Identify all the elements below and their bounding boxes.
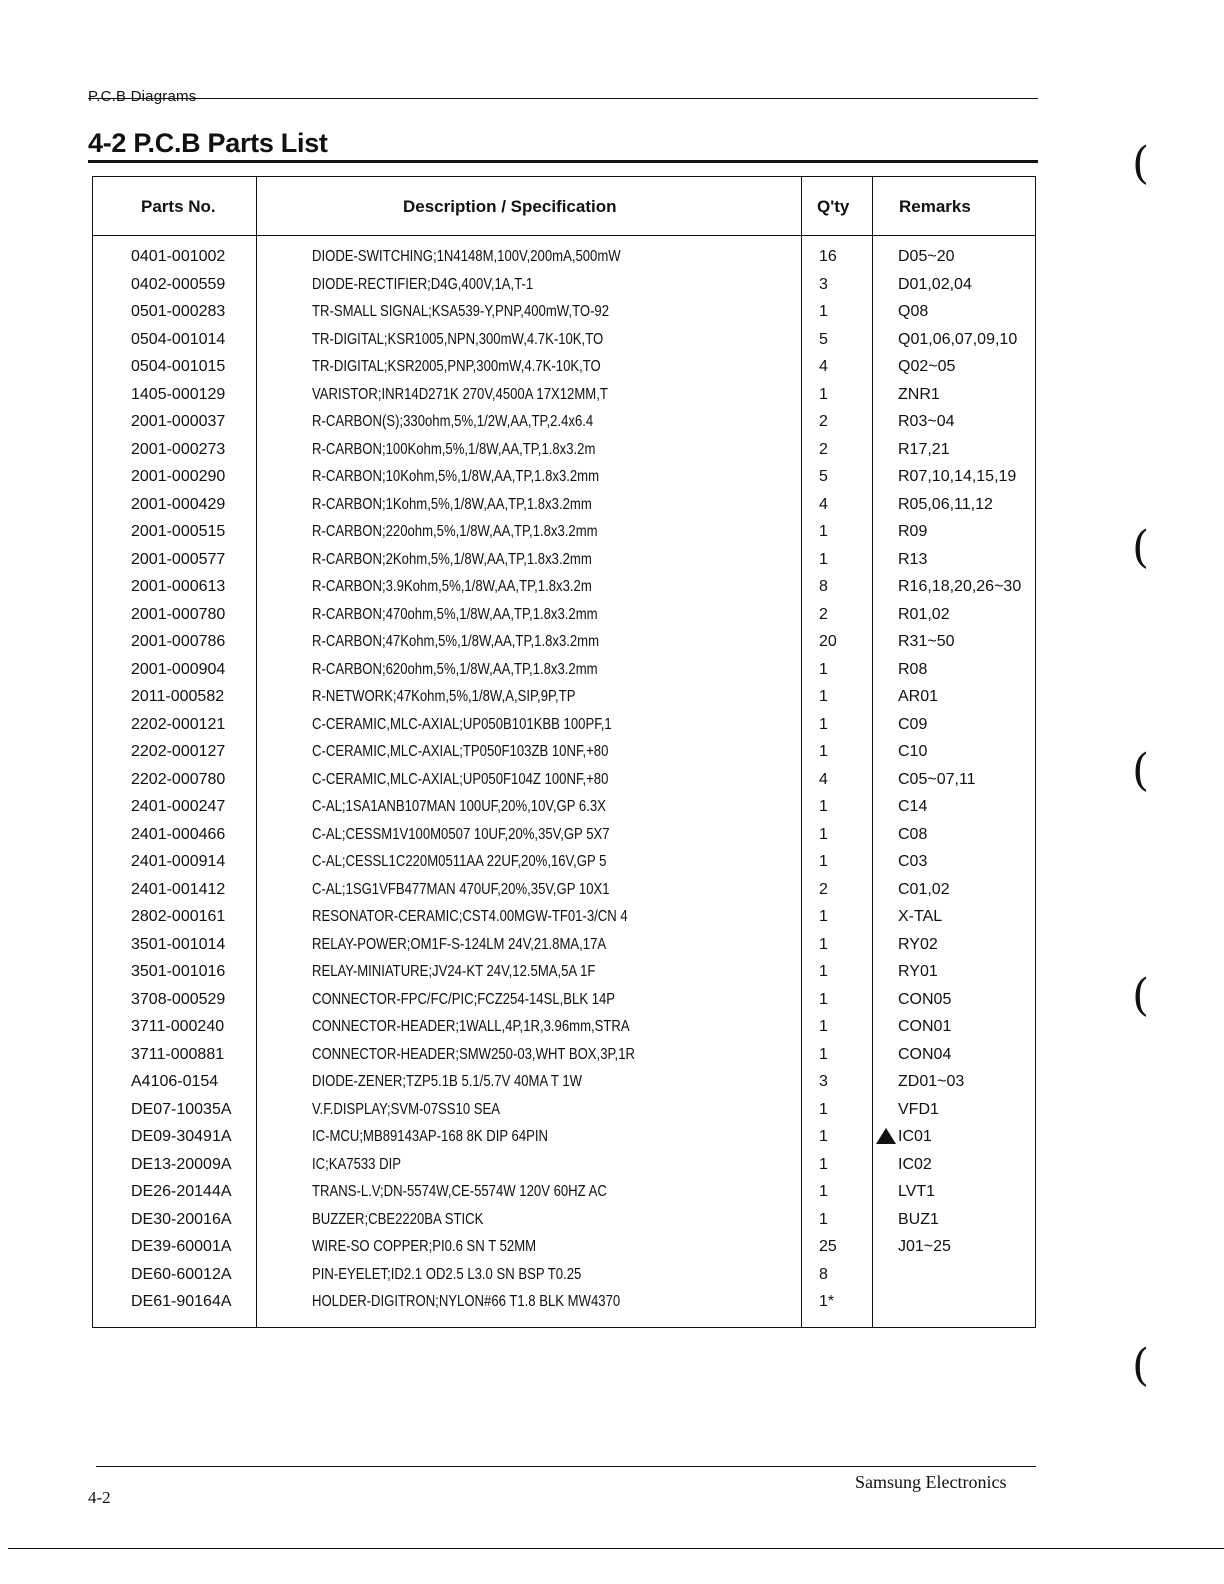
warning-triangle-icon: [876, 1128, 896, 1144]
part-number-cell: 2202-000121: [131, 715, 226, 733]
part-number-cell: DE61-90164A: [131, 1293, 232, 1310]
column-header-part-no: Parts No.: [141, 197, 216, 216]
part-number-cell: 2001-000290: [131, 468, 226, 485]
page-number: 4-2: [88, 1488, 111, 1507]
remarks-cell: X-TAL: [898, 908, 943, 925]
remarks-cell: R17,21: [898, 440, 950, 458]
table-row: [93, 1068, 1035, 1096]
description-cell: IC;KA7533 DIP: [312, 1155, 401, 1173]
remarks-cell: VFD1: [898, 1100, 939, 1118]
remarks-cell: Q01,06,07,09,10: [898, 330, 1018, 348]
remarks-cell: IC02: [898, 1155, 932, 1173]
remarks-cell: R07,10,14,15,19: [898, 468, 1017, 485]
table-row: [93, 683, 1035, 711]
qty-cell: 1: [819, 550, 828, 568]
qty-cell: 16: [819, 248, 837, 265]
table-row: [93, 1013, 1035, 1041]
part-number-cell: 1405-000129: [131, 385, 226, 403]
binder-hole-mark: (: [1132, 1340, 1150, 1391]
part-number-cell: 3501-001014: [131, 935, 226, 953]
description-cell: TR-DIGITAL;KSR2005,PNP,300mW,4.7K-10K,TO: [312, 358, 601, 375]
qty-cell: 4: [819, 770, 828, 788]
part-number-cell: 2802-000161: [131, 908, 226, 925]
table-row: [93, 931, 1035, 959]
description-cell: TRANS-L.V;DN-5574W,CE-5574W 120V 60HZ AC: [312, 1183, 607, 1200]
qty-cell: 5: [819, 468, 828, 485]
description-cell: IC-MCU;MB89143AP-168 8K DIP 64PIN: [312, 1128, 549, 1145]
description-cell: R-CARBON;620ohm,5%,1/8W,AA,TP,1.8x3.2mm: [312, 660, 598, 678]
part-number-cell: DE39-60001A: [131, 1238, 232, 1255]
table-row: [93, 903, 1035, 931]
remarks-cell: Q02~05: [898, 358, 956, 375]
remarks-cell: C01,02: [898, 880, 950, 898]
table-row: [93, 711, 1035, 739]
part-number-cell: DE07-10035A: [131, 1100, 232, 1118]
binder-hole-mark: (: [1132, 138, 1150, 189]
part-number-cell: 2001-000515: [131, 523, 226, 540]
remarks-cell: C10: [898, 743, 928, 760]
table-row: [93, 766, 1035, 794]
part-number-cell: 0501-000283: [131, 303, 226, 320]
binder-hole-mark: (: [1132, 745, 1150, 796]
qty-cell: 1*: [819, 1293, 835, 1310]
table-row: [93, 1041, 1035, 1069]
qty-cell: 4: [819, 495, 828, 513]
description-cell: HOLDER-DIGITRON;NYLON#66 T1.8 BLK MW4370: [312, 1293, 621, 1310]
remarks-cell: C09: [898, 715, 928, 733]
part-number-cell: DE60-60012A: [131, 1265, 232, 1283]
part-number-cell: 2001-000904: [131, 660, 226, 678]
qty-cell: 1: [819, 523, 828, 540]
qty-cell: 1: [819, 715, 828, 733]
section-label: P.C.B Diagrams: [88, 88, 197, 105]
remarks-cell: R31~50: [898, 633, 955, 650]
qty-cell: 1: [819, 1018, 828, 1035]
bottom-rule: [96, 1466, 1036, 1467]
remarks-cell: D05~20: [898, 248, 955, 265]
description-cell: WIRE-SO COPPER;PI0.6 SN T 52MM: [312, 1238, 537, 1255]
part-number-cell: 2401-000914: [131, 853, 226, 870]
description-cell: DIODE-SWITCHING;1N4148M,100V,200mA,500mW: [312, 248, 621, 265]
description-cell: R-CARBON;100Kohm,5%,1/8W,AA,TP,1.8x3.2m: [312, 440, 596, 458]
remarks-cell: R16,18,20,26~30: [898, 578, 1022, 595]
qty-cell: 1: [819, 1045, 828, 1063]
table-row: [93, 1233, 1035, 1261]
description-cell: C-CERAMIC,MLC-AXIAL;TP050F103ZB 10NF,+80: [312, 743, 609, 760]
qty-cell: 1: [819, 385, 828, 403]
remarks-cell: ZNR1: [898, 385, 940, 403]
qty-cell: 1: [819, 798, 828, 815]
description-cell: PIN-EYELET;ID2.1 OD2.5 L3.0 SN BSP T0.25: [312, 1265, 582, 1283]
remarks-cell: R08: [898, 660, 928, 678]
footer-rule: [8, 1548, 1224, 1549]
part-number-cell: 3711-000881: [131, 1045, 225, 1063]
remarks-cell: CON04: [898, 1045, 952, 1063]
table-body: [93, 243, 1035, 1316]
part-number-cell: 0401-001002: [131, 248, 226, 265]
remarks-cell: D01,02,04: [898, 275, 972, 293]
description-cell: RELAY-POWER;OM1F-S-124LM 24V,21.8MA,17A: [312, 935, 607, 953]
qty-cell: 1: [819, 1210, 828, 1228]
qty-cell: 3: [819, 1073, 828, 1090]
table-row: [93, 518, 1035, 546]
description-cell: R-CARBON;3.9Kohm,5%,1/8W,AA,TP,1.8x3.2m: [312, 578, 592, 595]
description-cell: R-CARBON;470ohm,5%,1/8W,AA,TP,1.8x3.2mm: [312, 605, 598, 623]
part-number-cell: 2001-000429: [131, 495, 226, 513]
table-row: [93, 271, 1035, 299]
qty-cell: 20: [819, 633, 837, 650]
binder-hole-mark: (: [1132, 970, 1150, 1021]
description-cell: DIODE-ZENER;TZP5.1B 5.1/5.7V 40MA T 1W: [312, 1073, 583, 1090]
qty-cell: 1: [819, 908, 828, 925]
part-number-cell: 2401-000466: [131, 825, 226, 843]
qty-cell: 1: [819, 660, 828, 678]
description-cell: C-AL;CESSM1V100M0507 10UF,20%,35V,GP 5X7: [312, 825, 610, 843]
table-row: [93, 573, 1035, 601]
description-cell: CONNECTOR-FPC/FC/PIC;FCZ254-14SL,BLK 14P: [312, 990, 616, 1008]
title-rule: [88, 160, 1038, 163]
table-row: [93, 601, 1035, 629]
table-row: [93, 243, 1035, 271]
remarks-cell: CON01: [898, 1018, 952, 1035]
part-number-cell: DE13-20009A: [131, 1155, 232, 1173]
table-row: [93, 821, 1035, 849]
table-row: [93, 491, 1035, 519]
qty-cell: 1: [819, 688, 828, 705]
qty-cell: 1: [819, 743, 828, 760]
description-cell: R-CARBON;220ohm,5%,1/8W,AA,TP,1.8x3.2mm: [312, 523, 598, 540]
description-cell: V.F.DISPLAY;SVM-07SS10 SEA: [312, 1100, 501, 1118]
table-row: [93, 298, 1035, 326]
qty-cell: 1: [819, 1155, 828, 1173]
remarks-cell: R03~04: [898, 413, 955, 430]
description-cell: TR-DIGITAL;KSR1005,NPN,300mW,4.7K-10K,TO: [312, 330, 604, 348]
qty-cell: 25: [819, 1238, 837, 1255]
description-cell: DIODE-RECTIFIER;D4G,400V,1A,T-1: [312, 275, 534, 293]
part-number-cell: 2001-000037: [131, 413, 226, 430]
table-row: [93, 381, 1035, 409]
remarks-cell: C08: [898, 825, 928, 843]
description-cell: C-AL;1SA1ANB107MAN 100UF,20%,10V,GP 6.3X: [312, 798, 606, 815]
qty-cell: 1: [819, 990, 828, 1008]
page-title: 4-2 P.C.B Parts List: [88, 128, 328, 158]
part-number-cell: DE09-30491A: [131, 1128, 232, 1145]
description-cell: R-CARBON(S);330ohm,5%,1/2W,AA,TP,2.4x6.4: [312, 413, 594, 430]
part-number-cell: DE26-20144A: [131, 1183, 232, 1200]
qty-cell: 1: [819, 825, 828, 843]
remarks-cell: C05~07,11: [898, 770, 976, 788]
table-row: [93, 1096, 1035, 1124]
description-cell: C-CERAMIC,MLC-AXIAL;UP050F104Z 100NF,+80: [312, 770, 609, 788]
remarks-cell: LVT1: [898, 1183, 936, 1200]
description-cell: VARISTOR;INR14D271K 270V,4500A 17X12MM,T: [312, 385, 608, 403]
description-cell: TR-SMALL SIGNAL;KSA539-Y,PNP,400mW,TO-92: [312, 303, 610, 320]
part-number-cell: 2401-001412: [131, 880, 226, 898]
description-cell: BUZZER;CBE2220BA STICK: [312, 1210, 484, 1228]
table-row: [93, 353, 1035, 381]
table-row: [93, 1206, 1035, 1234]
table-row: [93, 656, 1035, 684]
description-cell: CONNECTOR-HEADER;SMW250-03,WHT BOX,3P,1R: [312, 1045, 635, 1063]
qty-cell: 1: [819, 1183, 828, 1200]
remarks-cell: R01,02: [898, 605, 950, 623]
header-divider: [93, 235, 1035, 236]
qty-cell: 4: [819, 358, 828, 375]
description-cell: C-AL;1SG1VFB477MAN 470UF,20%,35V,GP 10X1: [312, 880, 610, 898]
remarks-cell: Q08: [898, 303, 929, 320]
qty-cell: 1: [819, 303, 828, 320]
part-number-cell: 0402-000559: [131, 275, 226, 293]
qty-cell: 5: [819, 330, 828, 348]
table-row: [93, 958, 1035, 986]
qty-cell: 1: [819, 1100, 828, 1118]
remarks-cell: C03: [898, 853, 928, 870]
remarks-cell: RY02: [898, 935, 938, 953]
table-row: [93, 1261, 1035, 1289]
table-row: [93, 628, 1035, 656]
table-row: [93, 463, 1035, 491]
part-number-cell: 3708-000529: [131, 990, 226, 1008]
description-cell: R-NETWORK;47Kohm,5%,1/8W,A,SIP,9P,TP: [312, 688, 576, 705]
qty-cell: 8: [819, 1265, 828, 1283]
part-number-cell: 3501-001016: [131, 963, 226, 980]
part-number-cell: 3711-000240: [131, 1018, 225, 1035]
remarks-cell: C14: [898, 798, 928, 815]
qty-cell: 3: [819, 275, 828, 293]
table-row: [93, 1178, 1035, 1206]
qty-cell: 1: [819, 963, 828, 980]
part-number-cell: 2001-000786: [131, 633, 226, 650]
remarks-cell: R09: [898, 523, 928, 540]
qty-cell: 2: [819, 440, 828, 458]
table-row: [93, 848, 1035, 876]
binder-hole-mark: (: [1132, 522, 1150, 573]
description-cell: RELAY-MINIATURE;JV24-KT 24V,12.5MA,5A 1F: [312, 963, 596, 980]
company-name: Samsung Electronics: [855, 1472, 1007, 1492]
qty-cell: 8: [819, 578, 828, 595]
table-row: [93, 326, 1035, 354]
column-header-qty: Q'ty: [817, 197, 850, 216]
table-row: [93, 876, 1035, 904]
description-cell: R-CARBON;10Kohm,5%,1/8W,AA,TP,1.8x3.2mm: [312, 468, 600, 485]
qty-cell: 1: [819, 935, 828, 953]
parts-table: [92, 176, 1036, 1328]
description-cell: R-CARBON;1Kohm,5%,1/8W,AA,TP,1.8x3.2mm: [312, 495, 592, 513]
remarks-cell: R05,06,11,12: [898, 495, 993, 513]
part-number-cell: 2001-000613: [131, 578, 226, 595]
table-row: [93, 436, 1035, 464]
qty-cell: 1: [819, 853, 828, 870]
remarks-cell: BUZ1: [898, 1210, 939, 1228]
top-rule: [88, 98, 1038, 99]
qty-cell: 2: [819, 880, 828, 898]
qty-cell: 2: [819, 605, 828, 623]
remarks-cell: J01~25: [898, 1238, 951, 1255]
table-row: [93, 408, 1035, 436]
qty-cell: 2: [819, 413, 828, 430]
table-row: [93, 738, 1035, 766]
column-header-description: Description / Specification: [403, 197, 617, 216]
part-number-cell: 2202-000780: [131, 770, 226, 788]
column-header-remarks: Remarks: [899, 197, 971, 216]
description-cell: C-AL;CESSL1C220M0511AA 22UF,20%,16V,GP 5: [312, 853, 607, 870]
remarks-cell: R13: [898, 550, 928, 568]
table-row: [93, 986, 1035, 1014]
part-number-cell: 2001-000273: [131, 440, 226, 458]
part-number-cell: 2202-000127: [131, 743, 226, 760]
part-number-cell: 2001-000780: [131, 605, 226, 623]
part-number-cell: 2001-000577: [131, 550, 226, 568]
remarks-cell: RY01: [898, 963, 938, 980]
description-cell: R-CARBON;2Kohm,5%,1/8W,AA,TP,1.8x3.2mm: [312, 550, 592, 568]
table-row: [93, 793, 1035, 821]
description-cell: CONNECTOR-HEADER;1WALL,4P,1R,3.96mm,STRA: [312, 1018, 630, 1035]
part-number-cell: A4106-0154: [131, 1073, 219, 1090]
qty-cell: 1: [819, 1128, 828, 1145]
remarks-cell: AR01: [898, 688, 939, 705]
part-number-cell: DE30-20016A: [131, 1210, 232, 1228]
remarks-cell: CON05: [898, 990, 952, 1008]
part-number-cell: 2401-000247: [131, 798, 226, 815]
table-row: [93, 1151, 1035, 1179]
description-cell: C-CERAMIC,MLC-AXIAL;UP050B101KBB 100PF,1: [312, 715, 612, 733]
part-number-cell: 0504-001014: [131, 330, 226, 348]
part-number-cell: 0504-001015: [131, 358, 226, 375]
part-number-cell: 2011-000582: [131, 688, 225, 705]
description-cell: RESONATOR-CERAMIC;CST4.00MGW-TF01-3/CN 4: [312, 908, 628, 925]
remarks-cell: IC01: [898, 1128, 932, 1145]
table-row: [93, 1288, 1035, 1316]
remarks-cell: ZD01~03: [898, 1073, 965, 1090]
table-row: [93, 546, 1035, 574]
description-cell: R-CARBON;47Kohm,5%,1/8W,AA,TP,1.8x3.2mm: [312, 633, 600, 650]
